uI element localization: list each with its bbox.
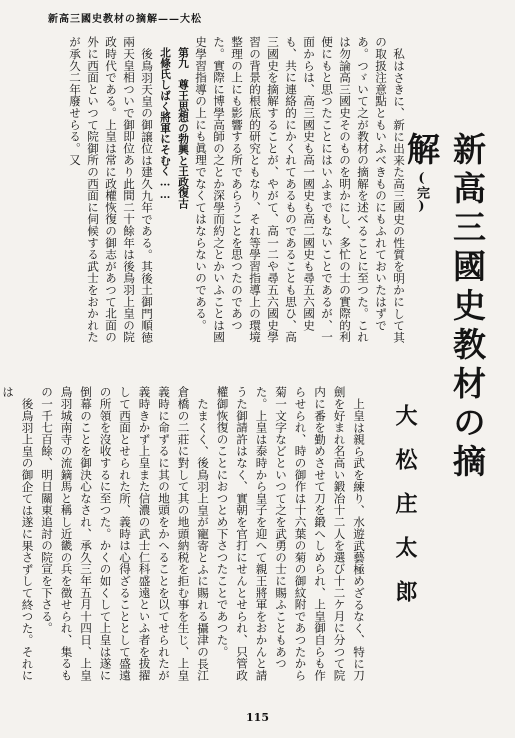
lower-paragraph-1: 上皇は親ら武を練り、水遊武藝極めざるなく、特に刀劍を好まれ名高い鍛冶十二人を選び十二ケ月に分つて院内に番を勤めさせて刀を鍛へしめられ、上皇御自らも作らせられ、時の御作は十六葉の菊の御紋附であつたから菊一文字などといつて之を武勇の士に賜ふこともあつた。上皇は泰時から皇子を迎へて親王將軍をおかんと請うた御請許はなく、實朝を官打にせんとせられ、只管政權御恢復のことにおつとめ下さつたことであつた。 [215,386,366,681]
upper-text-block [50,36,408,344]
page-number: 115 [246,711,269,724]
lower-text-block [1,386,368,692]
title-suffix: (完) [414,171,429,214]
running-header: 新高三國史教材の摘解——大松 [48,14,202,25]
upper-paragraph: 私はさきに、新に出来た高三國史の性質を明かにして其の取扱注意點ともいふべきものにもふれておいたはずであ。つゞいて之が教材の摘解を述べることに至つた。これは勿論高三國史そのものを明かにし、多忙の士の實際的利便にもと思つたことにはいふまでもないことであるが、一面からは、高三國史も高一國史も高二國史も尋五六國史も、共に連絡的にかくれてあるものであることも思ひ、高三國史を摘解することが、やがて、高一二や尋五六國史學習の背景的根底的研究ともなり、それ等學習指導上の環境整理の上にも影響する所であらうことを思つたのであつた。實際に博學高師の之とか深學而約之とかいふことは國史學習指導の上にも眞理でなくてはならないのである。 [194,36,406,343]
section-subheading: 北條氏しばく將軍にそむく…… [159,46,171,201]
article-title [402,132,490,504]
section-heading: 第九 尊王思想の勃興と王政復古 [177,46,189,209]
section-paragraph: 後鳥羽天皇の御譲位は建久九年である。其後土御門順徳兩天皇相ついで御即位あり此間二十餘年は後鳥羽上皇の院政時代である。上皇は常に政權恢復の御志があつて北面の外に西面といつて院御所の西面に伺候する武士をおかれたが承久二年廢せらる。又 [68,36,154,343]
author-name: 大松庄太郎 [392,404,418,624]
lower-paragraph-3: 後鳥羽上皇の御企ては遂に果さずして終つた。それには [1,386,35,681]
lower-paragraph-2: たまくく、後鳥羽上皇が寵寄とふに賜れる攝津の長江倉橋の二莊に對して其の地頭納税を拒む事を生じ、上皇義時に命ずるに其の地頭をかへることを以てせられたが義時きかず上皇また信濃の武士仁科盛遠といふ者を拔擢して西面とせられた所、義時は心得ざることとして盛遠の所領を沒收するに至つた。かくの如くして上皇は遂に倒幕のことを御決心なされ、承久三年五月十四日、上皇鳥羽城南寺の流鏑馬と稱し近畿の兵を徴せられ、集るもの一千七百餘、明日關東追討の院宣を下さる。 [40,386,210,681]
article-title-text: 新高三國史教材の摘解 [402,132,487,483]
